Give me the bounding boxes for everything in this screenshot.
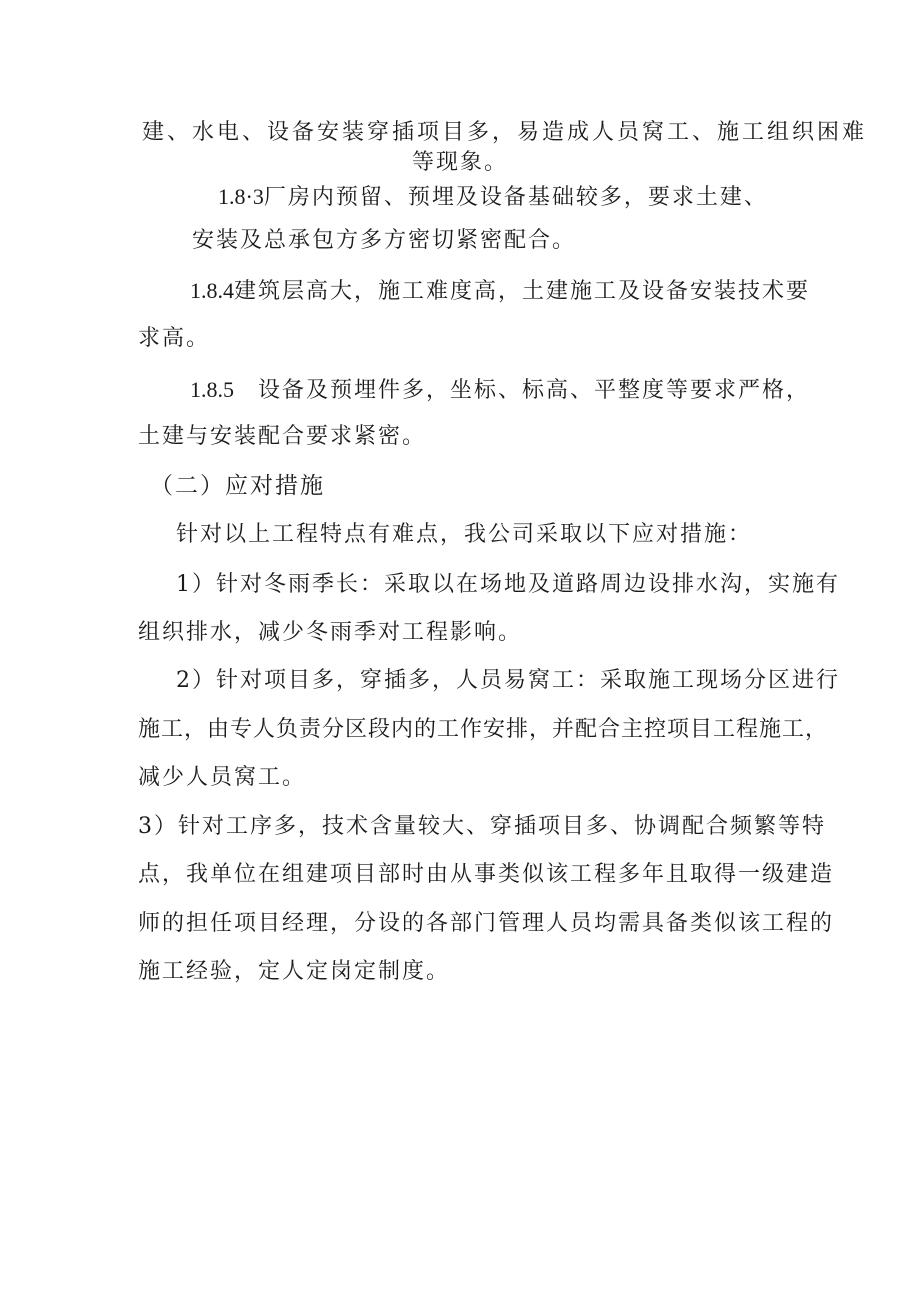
list-item-line: 施工经验，定人定岗定制度。 (138, 959, 451, 984)
list-item-line: 施工，由专人负责分区段内的工作安排，并配合主控项目工程施工， (138, 717, 829, 742)
list-item-line: 2）针对项目多，穿插多，人员易窝工：采取施工现场分区进行 (176, 668, 840, 693)
list-item-line: 减少人员窝工。 (138, 765, 307, 790)
paragraph-line: 针对以上工程特点有难点，我公司采取以下应对措施： (176, 522, 753, 547)
section-number: 1.8·3 (218, 184, 264, 209)
paragraph-line (218, 182, 768, 213)
paragraph-line (190, 276, 810, 307)
paragraph-line (190, 375, 810, 406)
paragraph-text: 建筑层高大，施工难度高，土建施工及设备安装技术要 (234, 279, 811, 304)
paragraph-line: 求高。 (138, 326, 211, 351)
paragraph-text: 厂房内预留、预埋及设备基础较多，要求土建、 (263, 185, 768, 210)
paragraph-line: 建、水电、设备安装穿插项目多，易造成人员窝工、施工组织困难 (142, 120, 868, 145)
paragraph-line: 土建与安装配合要求紧密。 (138, 424, 427, 449)
section-number: 1.8.5 (190, 377, 234, 402)
list-item-line: 点，我单位在组建项目部时由从事类似该工程多年且取得一级建造 (138, 862, 835, 887)
section-heading: （二）应对措施 (150, 473, 325, 499)
list-item-line: 3）针对工序多，技术含量较大、穿插项目多、协调配合频繁等特 (138, 814, 826, 839)
list-item-line: 组织排水，减少冬雨季对工程影响。 (138, 620, 523, 645)
list-item-line: 1）针对冬雨季长：采取以在场地及道路周边设排水沟，实施有 (176, 572, 840, 597)
paragraph-line: 安装及总承包方多方密切紧密配合。 (192, 228, 577, 253)
section-number: 1.8.4 (190, 278, 234, 303)
list-item-line: 师的担任项目经理，分设的各部门管理人员均需具备类似该工程的 (138, 911, 835, 936)
paragraph-line: 等现象。 (411, 150, 508, 175)
paragraph-text: 设备及预埋件多，坐标、标高、平整度等要求严格， (258, 378, 811, 403)
